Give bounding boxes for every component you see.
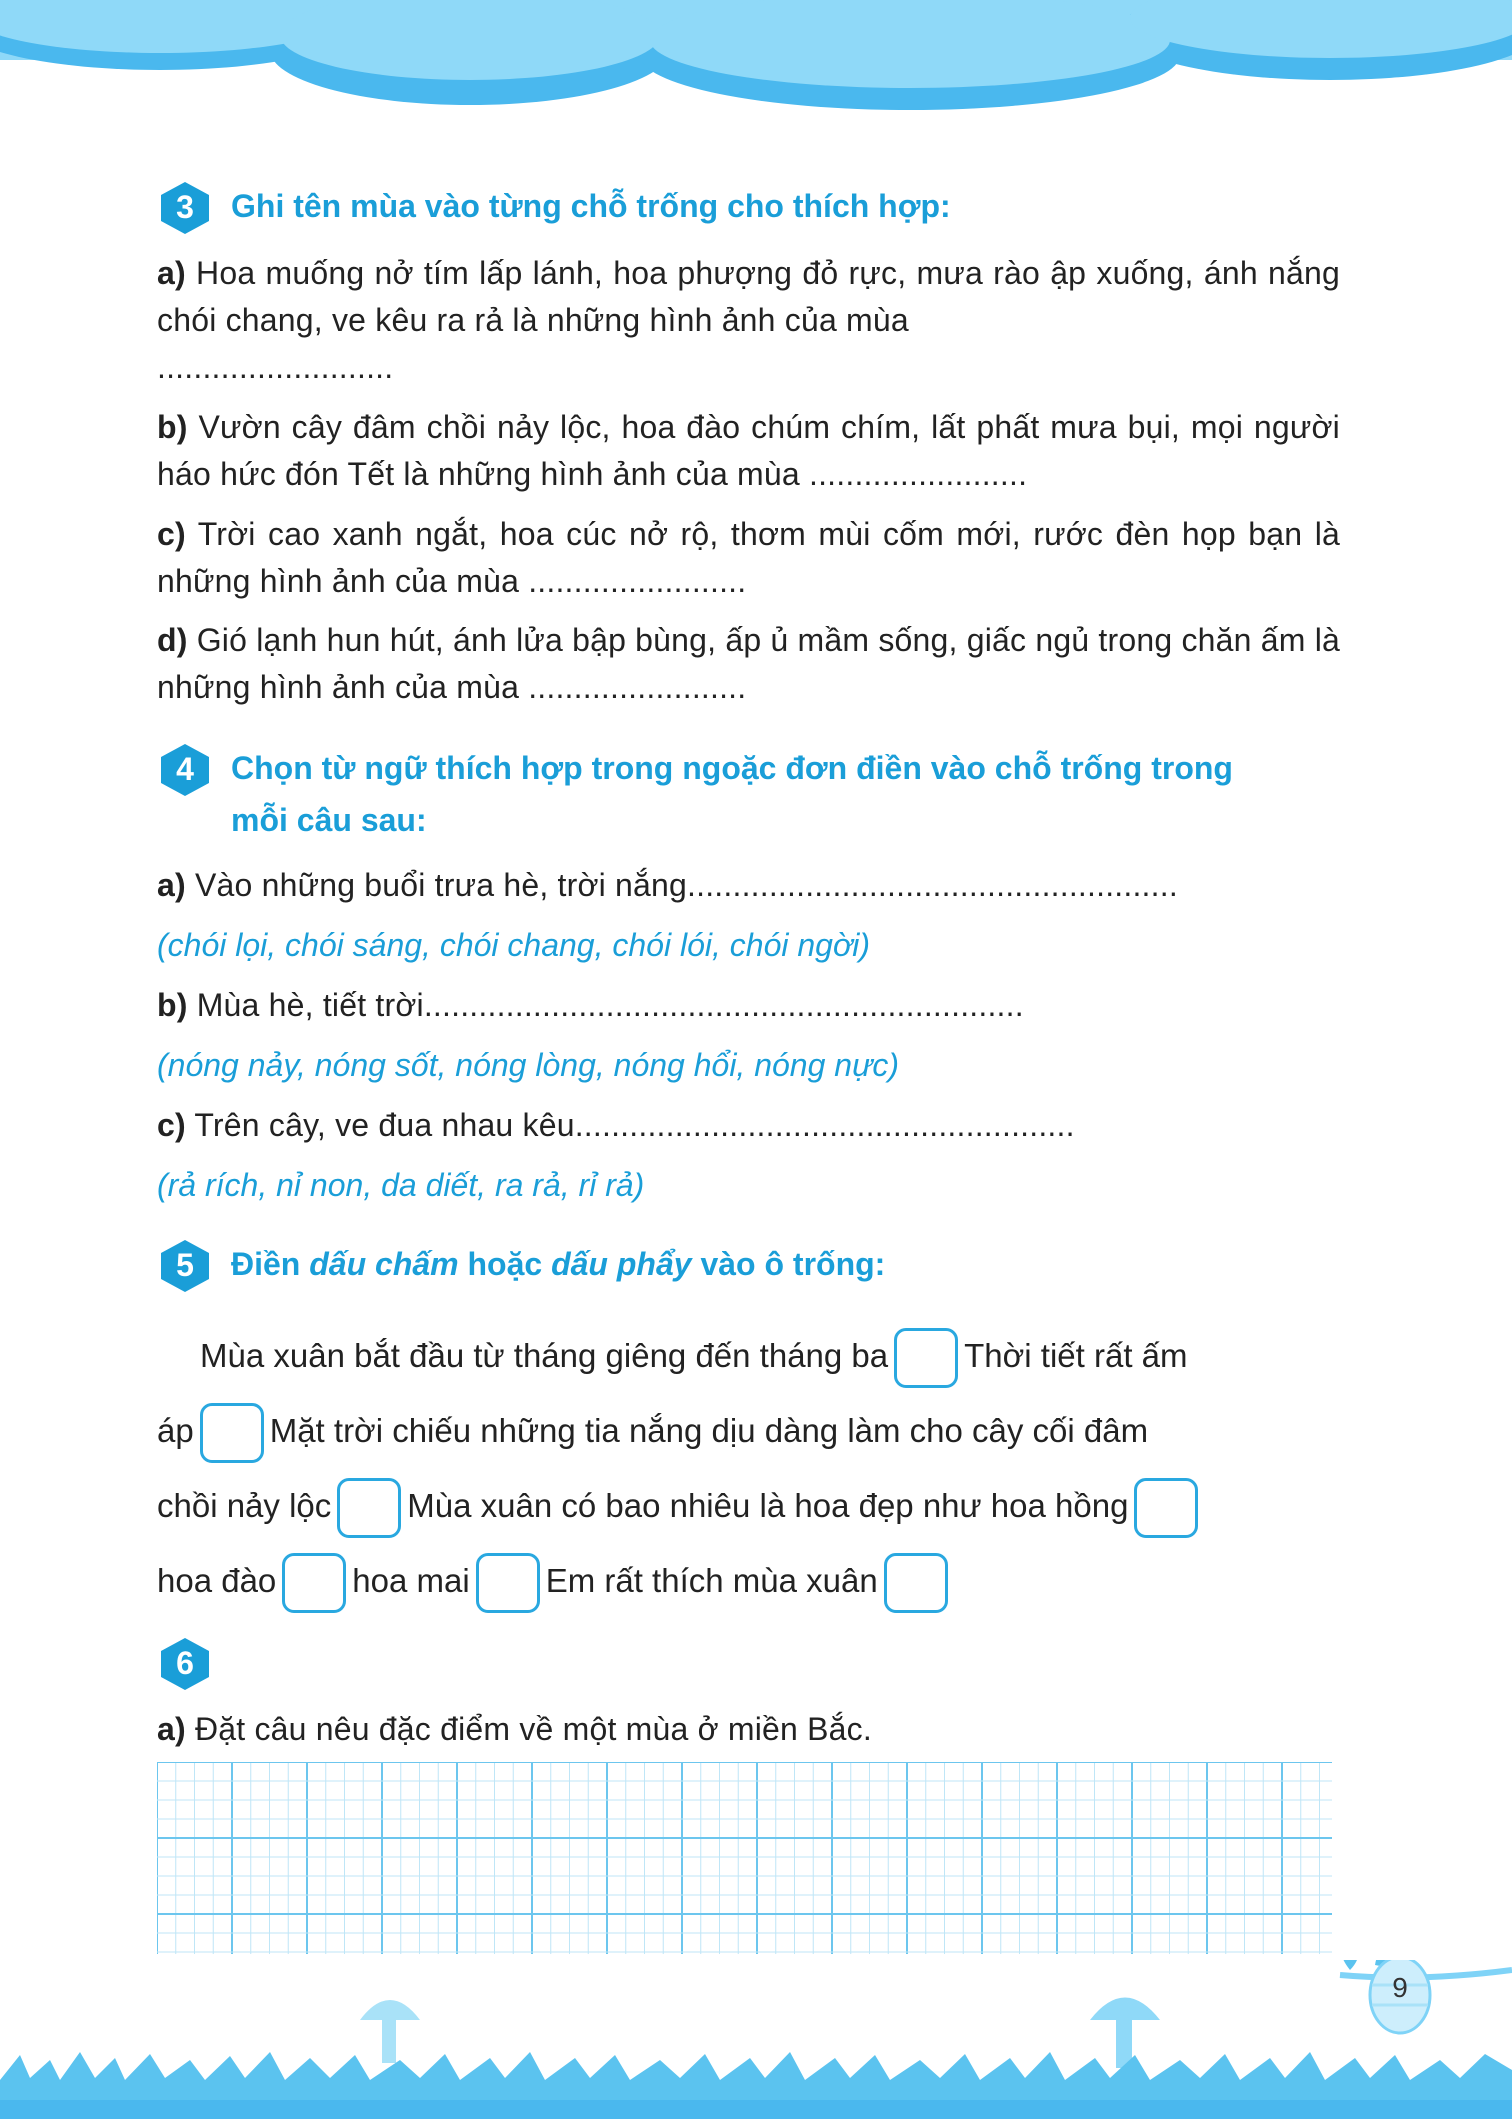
q6-item-a: a) Đặt câu nêu đặc điểm về một mùa ở miền Bắc. <box>157 1711 872 1747</box>
q4-item-a: a) Vào những buổi trưa hè, trời nắng...................................................... <box>157 867 1178 903</box>
q5-line-1: Mùa xuân bắt đầu từ tháng giêng đến tháng ba Thời tiết rất ấm <box>200 1326 1188 1388</box>
q5-header <box>157 1238 885 1294</box>
q4-options-b: (nóng nảy, nóng sốt, nóng lòng, nóng hổi, nóng nực) <box>157 1047 900 1083</box>
q3-item-d: d) Gió lạnh hun hút, ánh lửa bập bùng, ấp ủ mầm sống, giấc ngủ trong chăn ấm là những hình ảnh của mùa ........................ <box>157 622 1341 705</box>
hexagon-number-badge: 6 <box>157 1636 213 1692</box>
answer-blank[interactable]: ........................ <box>528 669 747 705</box>
answer-blank[interactable]: ........................ <box>809 456 1028 492</box>
q5-line-2: áp Mặt trời chiếu những tia nắng dịu dàng làm cho cây cối đâm <box>157 1401 1148 1463</box>
q6-header <box>157 1636 231 1692</box>
q4-header <box>157 742 1233 846</box>
q4-options-a: (chói lọi, chói sáng, chói chang, chói lói, chói ngời) <box>157 927 871 963</box>
grass-footer <box>0 1960 1512 2119</box>
q4-title: Chọn từ ngữ thích hợp trong ngoặc đơn điền vào chỗ trống trong mỗi câu sau: <box>231 750 1233 838</box>
punctuation-box[interactable] <box>884 1553 948 1613</box>
q4-item-b: b) Mùa hè, tiết trời.................................................................. <box>157 987 1024 1023</box>
answer-blank[interactable]: ........................ <box>528 563 747 599</box>
q5-title: Điền dấu chấm hoặc dấu phẩy vào ô trống: <box>231 1246 886 1282</box>
q3-item-c: c) Trời cao xanh ngắt, hoa cúc nở rộ, thơm mùi cốm mới, rước đèn họp bạn là những hình ảnh của mùa ........................ <box>157 516 1340 599</box>
q3-header <box>157 180 951 236</box>
punctuation-box[interactable] <box>200 1403 264 1463</box>
q5-line-3: chồi nảy lộc Mùa xuân có bao nhiêu là hoa đẹp như hoa hồng <box>157 1476 1204 1538</box>
q5-line-4: hoa đào hoa mai Em rất thích mùa xuân <box>157 1551 954 1613</box>
answer-blank[interactable]: ...................................................... <box>687 867 1178 903</box>
q3-title: Ghi tên mùa vào từng chỗ trống cho thích hợp: <box>231 188 951 224</box>
q4-options-c: (rả rích, nỉ non, da diết, ra rả, rỉ rả) <box>157 1167 645 1203</box>
punctuation-box[interactable] <box>476 1553 540 1613</box>
q3-item-b: b) Vườn cây đâm chồi nảy lộc, hoa đào chúm chím, lất phất mưa bụi, mọi người háo hức đón Tết là những hình ảnh của mùa ........................ <box>157 409 1340 492</box>
answer-blank[interactable]: .......................... <box>157 349 394 385</box>
punctuation-box[interactable] <box>894 1328 958 1388</box>
hexagon-number-badge: 5 <box>157 1238 213 1294</box>
hexagon-number-badge: 4 <box>157 742 213 798</box>
answer-blank[interactable]: ....................................................... <box>574 1107 1075 1143</box>
q3-item-a: a) Hoa muống nở tím lấp lánh, hoa phượng đỏ rực, mưa rào ập xuống, ánh nắng chói chang, ve kêu ra rả là những hình ảnh của mùa .......................... <box>157 255 1340 385</box>
page-number: 9 <box>1392 1972 1408 2003</box>
writing-grid[interactable] <box>157 1762 1332 1954</box>
punctuation-box[interactable] <box>337 1478 401 1538</box>
q4-item-c: c) Trên cây, ve đua nhau kêu....................................................... <box>157 1107 1075 1143</box>
punctuation-box[interactable] <box>1134 1478 1198 1538</box>
cloud-banner <box>0 0 1512 130</box>
hexagon-number-badge: 3 <box>157 180 213 236</box>
answer-blank[interactable]: .................................................................. <box>423 987 1024 1023</box>
punctuation-box[interactable] <box>282 1553 346 1613</box>
